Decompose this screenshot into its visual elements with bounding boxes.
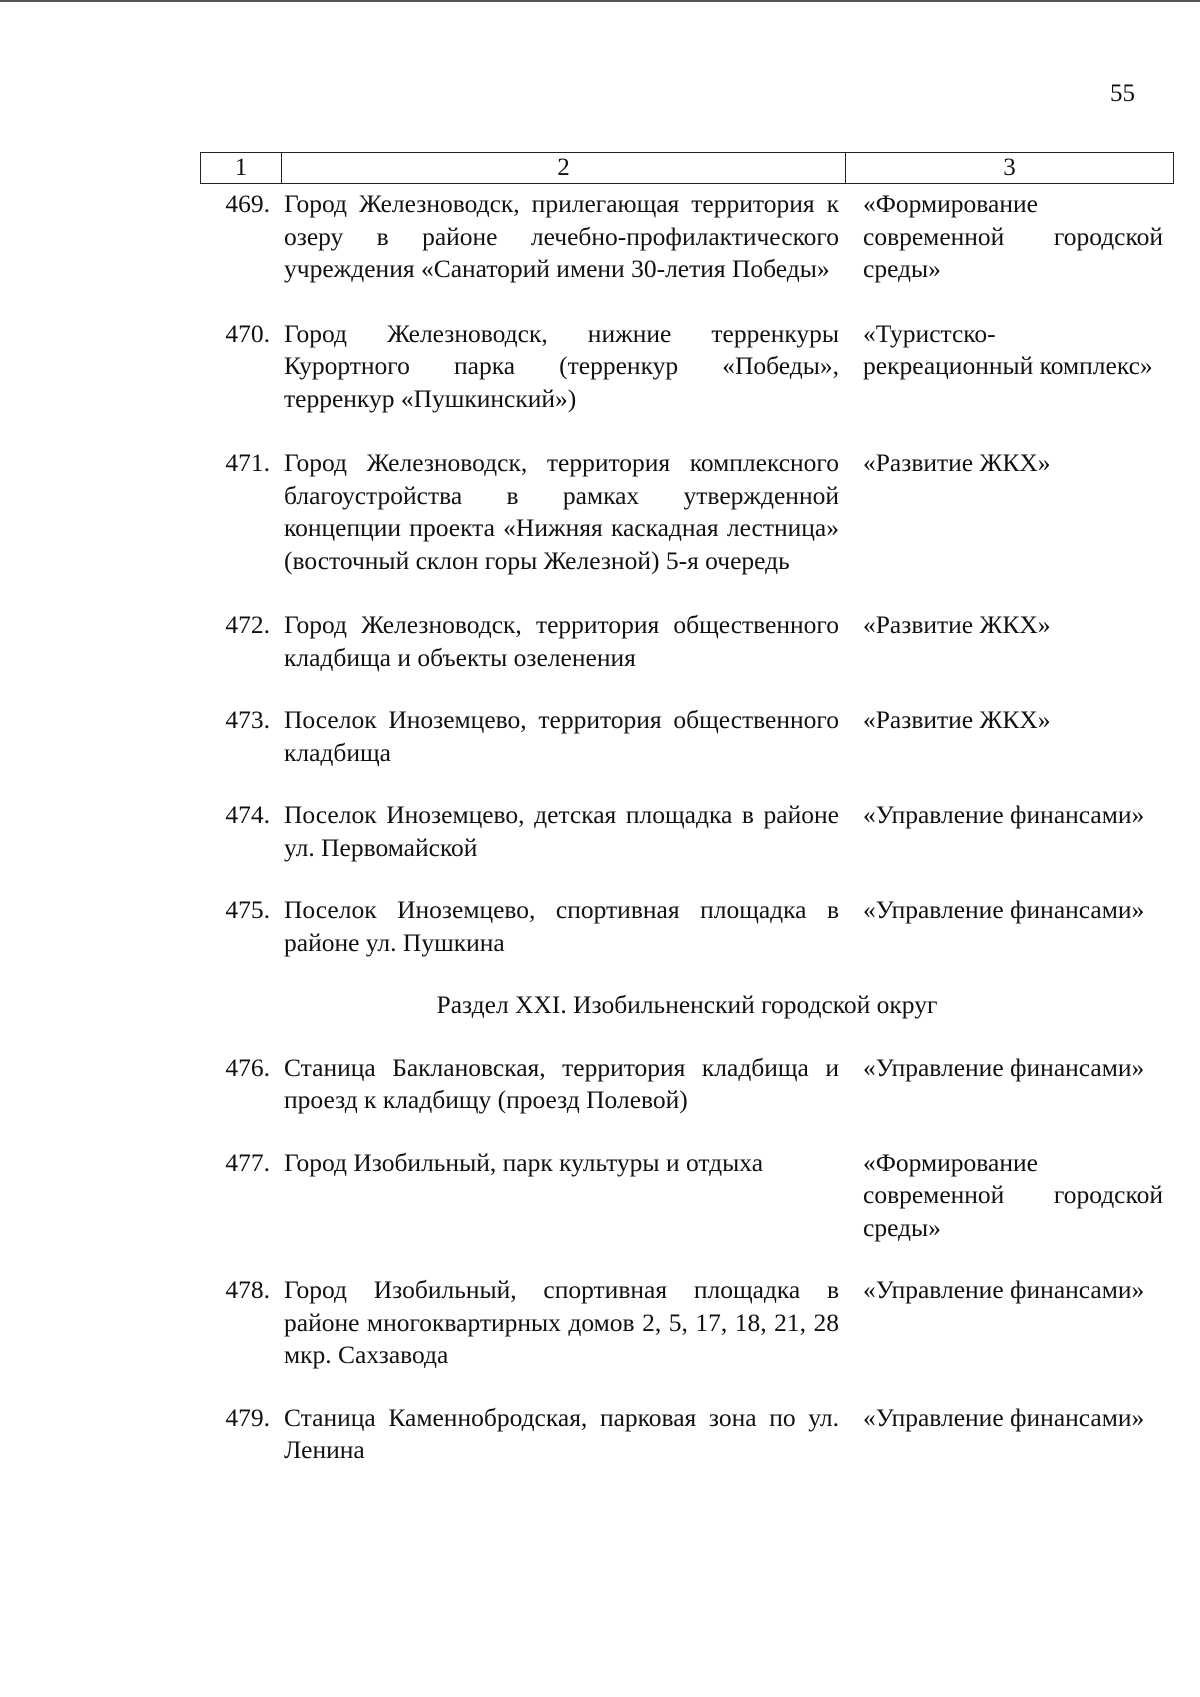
- row-description: Станица Баклановская, территория кладбища и проезд к кладбищу (проезд Полевой): [284, 1052, 839, 1114]
- row-description: Город Изобильный, спортивная площадка в районе многоквартирных домов 2, 5, 17, 18, 21, 28 мкр. Сахзавода: [284, 1275, 839, 1369]
- row-program: «Управление финансами»: [863, 1052, 1145, 1082]
- table-row: [200, 894, 1180, 959]
- row-description: Город Железноводск, нижние терренкуры Курортного парка (терренкур «Победы», терренкур «Пушкинский»): [284, 318, 839, 413]
- row-program: «Развитие ЖКХ»: [863, 705, 1051, 734]
- row-description: Город Изобильный, парк культуры и отдыха: [284, 1147, 764, 1177]
- row-description: Город Железноводск, территория общественного кладбища и объекты озеленения: [284, 610, 839, 672]
- table-row: [200, 318, 1180, 416]
- table-body: [200, 188, 1180, 1467]
- table-row: [200, 1052, 1180, 1117]
- row-number: 472.: [225, 610, 270, 639]
- page-number: 55: [1110, 80, 1135, 107]
- row-program: «Управление финансами»: [863, 1402, 1145, 1432]
- row-number: 471.: [225, 448, 270, 477]
- row-description: Город Железноводск, прилегающая территория к озеру в районе лечебно-профилактического учреждения «Санаторий имени 30-летия Победы»: [284, 189, 839, 283]
- column-header-table: [200, 152, 1174, 184]
- table-row: [200, 447, 1180, 577]
- table-row: [200, 799, 1180, 864]
- row-number: 473.: [225, 705, 270, 734]
- row-number: 476.: [225, 1052, 270, 1082]
- row-program: «Туристско-рекреационный комплекс»: [863, 318, 1153, 380]
- row-program: «Развитие ЖКХ»: [863, 448, 1051, 477]
- row-number: 475.: [225, 895, 270, 924]
- row-number: 478.: [225, 1275, 270, 1304]
- row-description: Поселок Иноземцево, спортивная площадка в районе ул. Пушкина: [284, 895, 839, 957]
- row-number: 469.: [225, 189, 270, 218]
- table-row: [200, 1402, 1180, 1467]
- section-title: Раздел XXI. Изобильненский городской округ: [436, 990, 938, 1019]
- row-number: 474.: [225, 800, 270, 829]
- top-rule: [0, 0, 1200, 2]
- row-description: Поселок Иноземцево, детская площадка в районе ул. Первомайской: [284, 800, 839, 862]
- column-header-3: 3: [846, 153, 1174, 184]
- row-program: «Развитие ЖКХ»: [863, 610, 1051, 639]
- row-description: Город Железноводск, территория комплексного благоустройства в рамках утвержденной концепции проекта «Нижняя каскадная лестница» (восточный склон горы Железной) 5-я очередь: [284, 448, 839, 575]
- table-row: [200, 1274, 1180, 1372]
- row-program: «Управление финансами»: [863, 800, 1145, 829]
- column-header-1: 1: [201, 153, 282, 184]
- table-row: [200, 188, 1180, 286]
- row-description: Станица Каменнобродская, парковая зона по ул. Ленина: [284, 1402, 839, 1464]
- row-number: 479.: [225, 1402, 270, 1432]
- table-row: [200, 1147, 1180, 1245]
- row-number: 477.: [225, 1147, 270, 1177]
- row-number: 470.: [225, 318, 270, 348]
- table-row: [200, 704, 1180, 769]
- row-program: «Управление финансами»: [863, 895, 1145, 924]
- table-row: [200, 609, 1180, 674]
- row-description: Поселок Иноземцево, территория общественного кладбища: [284, 705, 839, 767]
- column-header-2: 2: [282, 153, 846, 184]
- row-program: «Формирование современной городской среды»: [863, 189, 1163, 283]
- row-program: «Управление финансами»: [863, 1275, 1145, 1304]
- row-program: «Формирование современной городской среды»: [863, 1147, 1163, 1242]
